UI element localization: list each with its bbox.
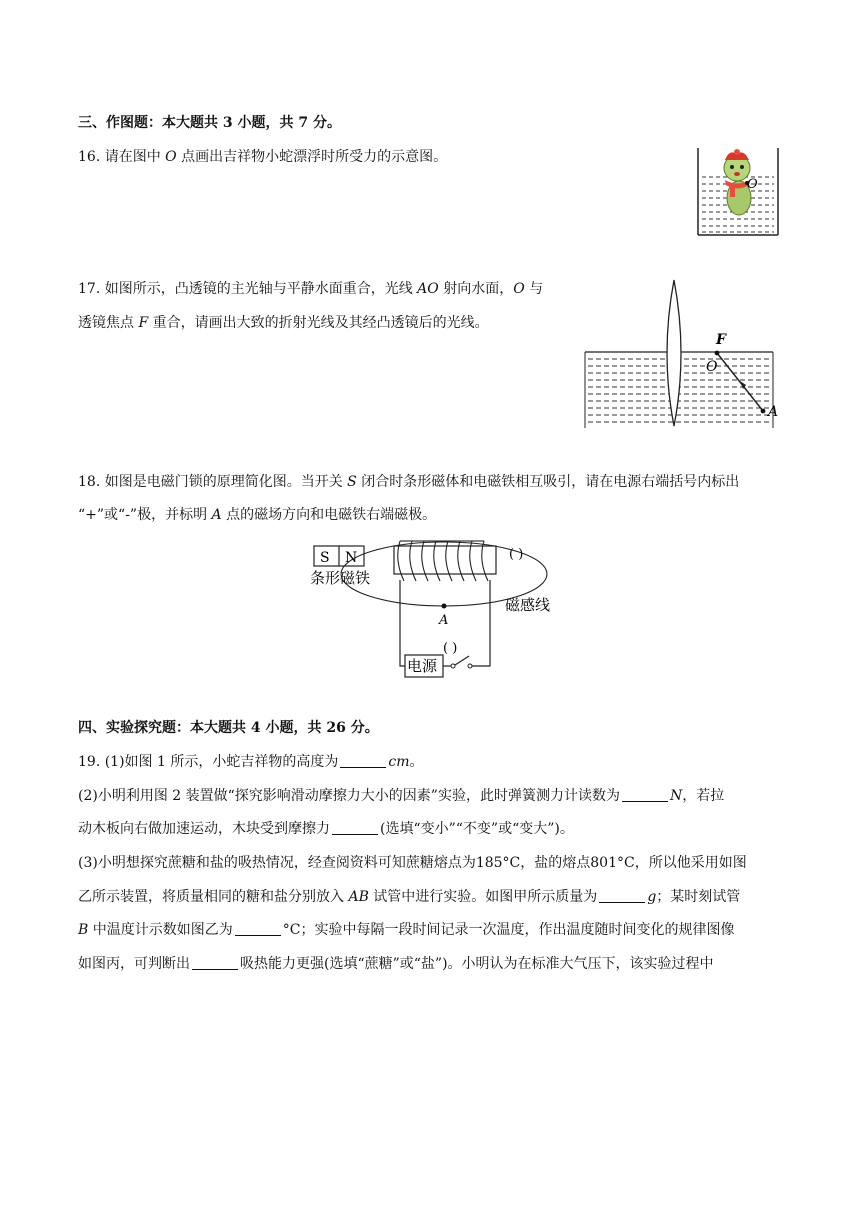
field-line-label: 磁感线 bbox=[505, 596, 551, 614]
section-4-heading: 四、实验探究题：本大题共 4 小题，共 26 分。 bbox=[78, 720, 379, 736]
section-3-heading: 三、作图题：本大题共 3 小题，共 7 分。 bbox=[78, 115, 341, 131]
question-19-part-2-line-2: 动木板向右做加速运动，木块受到摩擦力 (选填“变小”“不变”或“变大”)。 bbox=[78, 821, 574, 837]
bar-magnet-label: 条形磁铁 bbox=[310, 569, 371, 587]
convex-lens-icon bbox=[667, 280, 681, 426]
question-17-line-2: 透镜焦点 F 重合，请画出大致的折射光线及其经凸透镜后的光线。 bbox=[78, 315, 489, 331]
bar-magnet-s-label: S bbox=[320, 550, 330, 566]
question-17-line-1: 17. 如图所示，凸透镜的主光轴与平静水面重合，光线 AO 射向水面，O 与 bbox=[78, 281, 544, 297]
electromagnet-pole-bracket[interactable]: ( ) bbox=[509, 547, 524, 562]
question-19-part-3-line-1: (3)小明想探究蔗糖和盐的吸热情况，经查阅资料可知蔗糖熔点为185°C，盐的熔点801°C，所以他采用如图 bbox=[78, 855, 747, 871]
q17-label-o: O bbox=[706, 359, 718, 375]
answer-blank-temperature[interactable] bbox=[235, 921, 281, 936]
q16-figure-snake-in-water bbox=[694, 146, 784, 238]
switch-s bbox=[455, 656, 469, 665]
answer-blank-substance[interactable] bbox=[192, 955, 238, 970]
q17-ray-ao bbox=[717, 353, 763, 411]
answer-blank-force[interactable] bbox=[622, 787, 668, 802]
q17-figure-lens-and-water bbox=[580, 278, 780, 430]
question-18-line-2: “+”或“-”极，并标明 A 点的磁场方向和电磁铁右端磁极。 bbox=[78, 507, 437, 523]
question-19-part-1: 19. (1)如图 1 所示，小蛇吉祥物的高度为 cm。 bbox=[78, 754, 424, 770]
bar-magnet-n-label: N bbox=[345, 550, 358, 566]
power-supply-label: 电源 bbox=[407, 657, 438, 675]
question-19-part-3-line-2: 乙所示装置，将质量相同的糖和盐分别放入 AB 试管中进行实验。如图甲所示质量为 g；某时刻试管 bbox=[78, 889, 741, 905]
question-18-line-1: 18. 如图是电磁门锁的原理简化图。当开关 S 闭合时条形磁体和电磁铁相互吸引，请在电源右端括号内标出 bbox=[78, 474, 740, 490]
question-16: 16. 请在图中 O 点画出吉祥物小蛇漂浮时所受力的示意图。 bbox=[78, 149, 448, 165]
answer-blank-friction[interactable] bbox=[332, 820, 378, 835]
q17-label-a: A bbox=[768, 404, 779, 420]
answer-blank-height[interactable] bbox=[340, 753, 386, 768]
answer-blank-mass[interactable] bbox=[599, 888, 645, 903]
point-a-label: A bbox=[439, 613, 449, 628]
q17-label-f: F bbox=[716, 332, 726, 348]
question-19-part-3-line-4: 如图丙，可判断出 吸热能力更强(选填“蔗糖”或“盐”)。小明认为在标准大气压下，该实验过程中 bbox=[78, 956, 714, 972]
question-19-part-2-line-1: (2)小明利用图 2 装置做“探究影响滑动摩擦力大小的因素”实验，此时弹簧测力计读数为 N，若拉 bbox=[78, 788, 725, 804]
power-supply-pole-bracket[interactable]: ( ) bbox=[443, 641, 458, 656]
point-a bbox=[442, 604, 447, 609]
q18-figure-electromagnetic-lock bbox=[308, 538, 558, 684]
question-19-part-3-line-3: B 中温度计示数如图乙为 °C；实验中每隔一段时间记录一次温度，作出温度随时间变化的规律图像 bbox=[78, 922, 735, 938]
electromagnet-core bbox=[394, 546, 496, 574]
q16-label-o: O bbox=[747, 177, 758, 192]
